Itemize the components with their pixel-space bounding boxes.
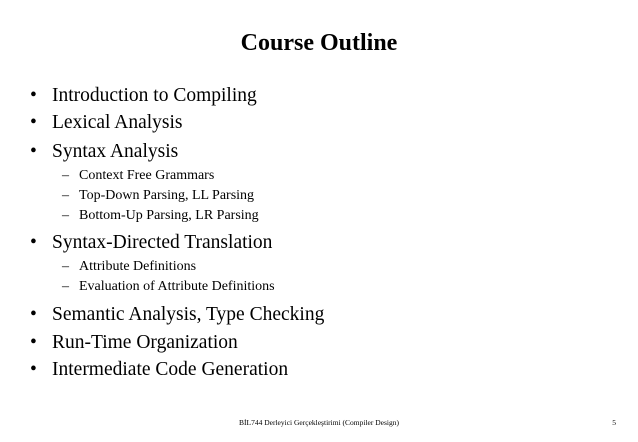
outline-item-text: Syntax-Directed Translation — [52, 232, 273, 253]
outline-subitem-text: Attribute Definitions — [79, 259, 197, 274]
outline-item-text: Intermediate Code Generation — [52, 359, 289, 380]
outline-subitem-text: Evaluation of Attribute Definitions — [79, 279, 275, 294]
outline-subitem-text: Top-Down Parsing, LL Parsing — [79, 188, 255, 203]
outline-subitem — [62, 187, 254, 205]
outline-item-text: Lexical Analysis — [52, 112, 183, 133]
outline-subitem-text: Bottom-Up Parsing, LR Parsing — [79, 208, 259, 223]
page-number: 5 — [612, 418, 616, 427]
outline-item-text: Run-Time Organization — [52, 332, 238, 353]
bullet-marker: • — [30, 112, 37, 133]
outline-item — [30, 111, 183, 135]
bullet-marker: • — [30, 85, 37, 106]
dash-marker: – — [62, 279, 69, 294]
bullet-marker: • — [30, 359, 37, 380]
bullet-marker: • — [30, 304, 37, 325]
bullet-marker: • — [30, 232, 37, 253]
slide-title: Course Outline — [240, 30, 398, 56]
outline-item-text: Syntax Analysis — [52, 141, 179, 162]
bullet-marker: • — [30, 141, 37, 162]
dash-marker: – — [62, 188, 69, 203]
outline-subitem — [62, 207, 259, 225]
outline-subitem — [62, 258, 196, 276]
outline-subitem-text: Context Free Grammars — [79, 168, 215, 183]
outline-subitem — [62, 278, 275, 296]
outline-item — [30, 231, 272, 255]
outline-item — [30, 331, 238, 355]
outline-item — [30, 358, 288, 382]
slide-footer: BİL744 Derleyici Gerçekleştirimi (Compiler Design) — [239, 418, 399, 427]
dash-marker: – — [62, 259, 69, 274]
outline-item — [30, 84, 257, 108]
dash-marker: – — [62, 168, 69, 183]
outline-subitem — [62, 167, 214, 185]
outline-item — [30, 303, 324, 327]
outline-item-text: Introduction to Compiling — [52, 85, 257, 106]
dash-marker: – — [62, 208, 69, 223]
outline-item — [30, 140, 178, 164]
bullet-marker: • — [30, 332, 37, 353]
outline-item-text: Semantic Analysis, Type Checking — [52, 304, 325, 325]
